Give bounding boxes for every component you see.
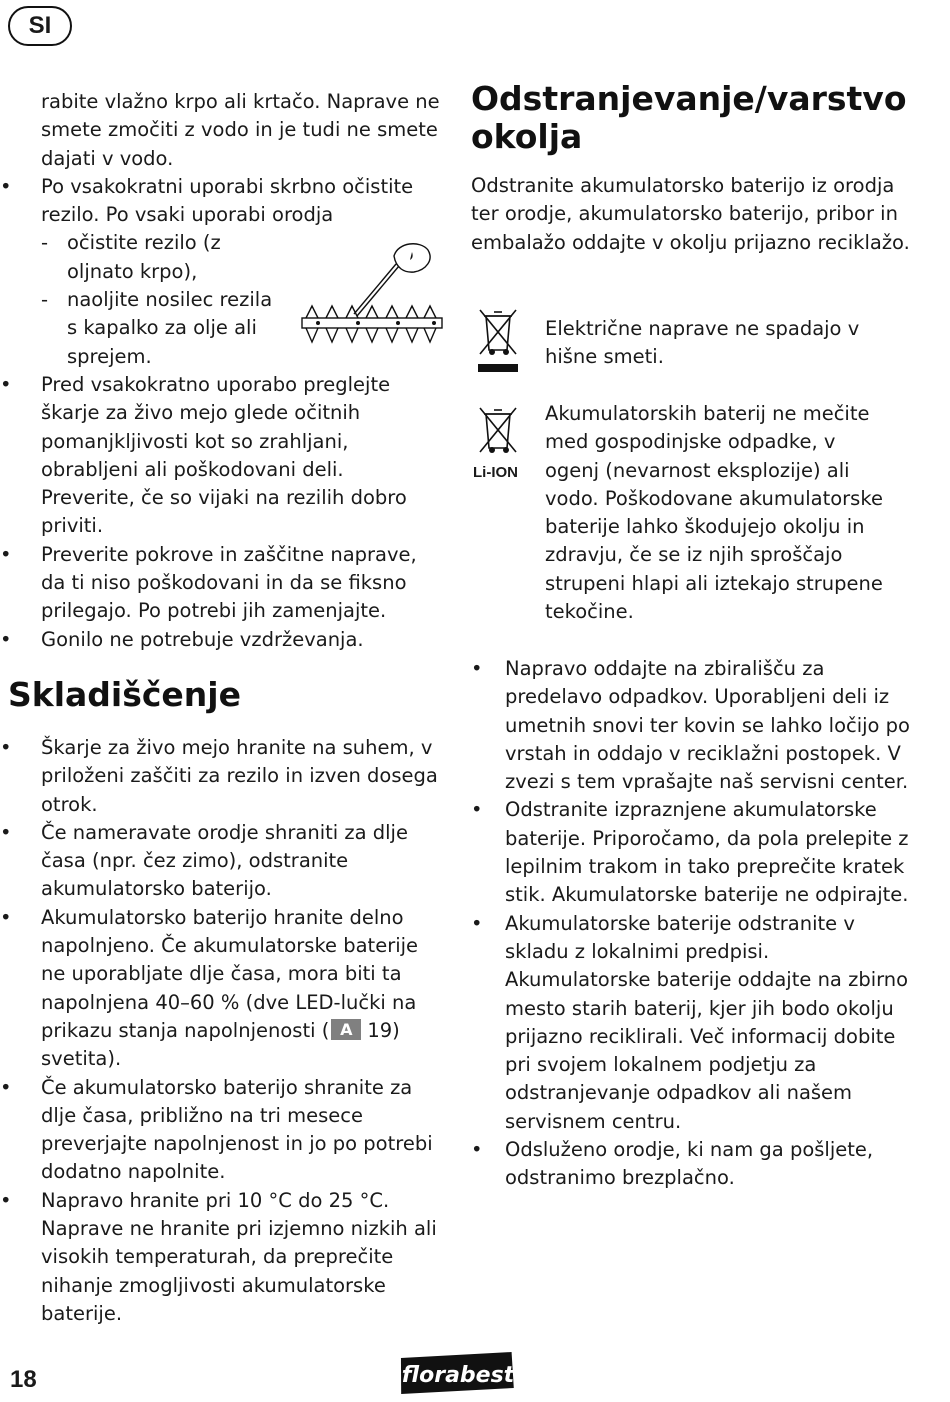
bullet-item: • Pred vsakokratno uporabo preglejte škarje za živo mejo glede očitnih pomanjkljivosti kot so zrahljani, obrabljeni ali poškodovani deli. Preverite, če so vijaki na rezilih dobro priviti. — [0, 371, 441, 541]
page-number: 18 — [10, 1366, 37, 1393]
blade-oiling-illustration — [298, 236, 446, 356]
bullet-item: • Akumulatorske baterije odstranite v skladu z lokalnimi predpisi. Akumulatorske baterije oddajte na zbirno mesto starih baterij, kjer jih bodo okolju prijazno reciklirali. Več informacij dobite pri svojem lokalnem podjetju za odstranjevanje odpadkov ali našem servisnem centru. — [471, 910, 911, 1136]
bullet-item: • Po vsakokratni uporabi skrbno očistite rezilo. Po vsaki uporabi orodja — [0, 173, 441, 230]
bullet-item: • Napravo oddajte na zbirališču za predelavo odpadkov. Uporabljeni deli iz umetnih snovi ter kovin se lahko ločijo po vrstah in oddajo v reciklažni postopek. V zvezi s tem vprašajte naš servisni center. — [471, 655, 911, 796]
maintenance-section — [41, 88, 441, 654]
paragraph: rabite vlažno krpo ali krtačo. Naprave ne smete zmočiti z vodo in je tudi ne smete dajati v vodo. — [41, 90, 440, 170]
section-heading: Odstranjevanje/varstvo okolja — [471, 79, 907, 156]
weee-note: Električne naprave ne spadajo v hišne smeti. — [545, 317, 860, 369]
language-badge: SI — [8, 6, 72, 46]
florabest-logo — [396, 1348, 522, 1398]
crossed-bin-icon — [476, 306, 520, 374]
storage-section — [0, 676, 445, 1328]
li-ion-label: Li-ION — [473, 464, 518, 481]
paragraph: Odstranite akumulatorsko baterijo iz orodja ter orodje, akumulatorsko baterijo, pribor in embalažo oddajte v okolju prijazno reciklažo. — [471, 174, 910, 254]
bullet-item: • Če akumulatorsko baterijo shranite za dlje časa, približno na tri mesece preverjajte napolnjenost in jo po potrebi dodatno napolnite. — [0, 1074, 445, 1187]
bullet-item: • Akumulatorsko baterijo hranite delno napolnjeno. Če akumulatorske baterije ne uporabljate dlje časa, mora biti ta napolnjena 40–60 % (dve LED-lučki na prikazu stanja napolnjenosti ( A 19) svetita). — [0, 904, 445, 1074]
battery-disposal-note: Akumulatorskih baterij ne mečite med gospodinjske odpadke, v ogenj (nevarnost eksplozije) ali vodo. Poškodovane akumulatorske baterije lahko škodujejo okolju in zdravju, če se iz njih sproščajo strupeni hlapi ali iztekajo strupene tekočine. — [545, 402, 883, 624]
bullet-item: • Odstranite izpraznjene akumulatorske baterije. Priporočamo, da pola prelepite z lepilnim trakom in tako preprečite kratek stik. Akumulatorske baterije ne odpirajte. — [471, 796, 911, 909]
disposal-section — [471, 80, 911, 257]
dash-item: - očistite rezilo (z oljnato krpo), — [41, 229, 282, 286]
bullet-item: • Gonilo ne potrebuje vzdrževanja. — [0, 626, 441, 654]
bullet-item: • Odsluženo orodje, ki nam ga pošljete, odstranimo brezplačno. — [471, 1136, 911, 1193]
bullet-item: • Če nameravate orodje shraniti za dlje časa (npr. čez zimo), odstranite akumulatorsko baterijo. — [0, 819, 445, 904]
svg-text:florabest: florabest — [401, 1363, 515, 1388]
figure-reference-badge: A — [331, 1019, 361, 1040]
disposal-bullets — [471, 655, 911, 1193]
crossed-battery-bin-icon — [476, 404, 520, 460]
bullet-item: • Preverite pokrove in zaščitne naprave, da ti niso poškodovani in da se fiksno prilegajo. Po potrebi jih zamenjajte. — [0, 541, 441, 626]
bullet-item: • Škarje za živo mejo hranite na suhem, v priloženi zaščiti za rezilo in izven dosega otrok. — [0, 734, 445, 819]
bullet-item: • Napravo hranite pri 10 °C do 25 °C. Naprave ne hranite pri izjemno nizkih ali visokih temperaturah, da preprečite nihanje zmogljivosti akumulatorske baterije. — [0, 1187, 445, 1328]
section-heading: Skladiščenje — [8, 675, 241, 714]
dash-item: - naoljite nosilec rezila s kapalko za olje ali sprejem. — [41, 286, 287, 371]
